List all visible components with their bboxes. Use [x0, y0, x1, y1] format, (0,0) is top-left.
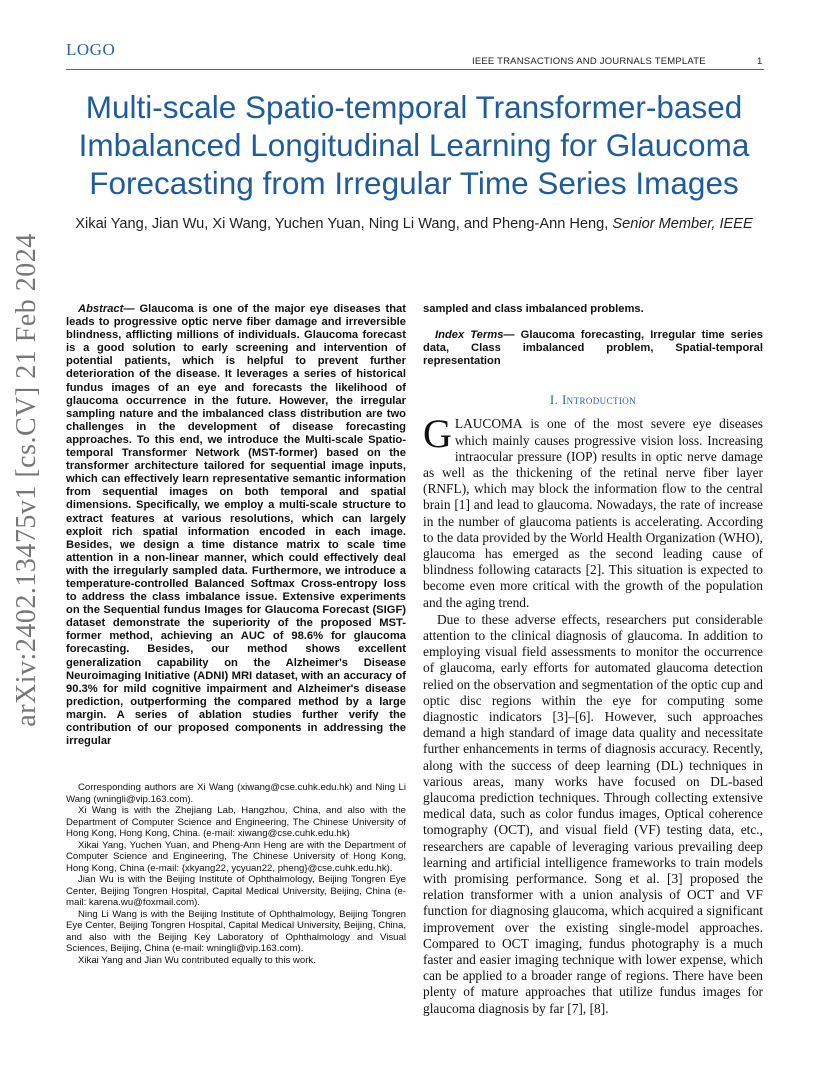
- abstract-continued: sampled and class imbalanced problems.: [423, 303, 644, 315]
- first-word: LAUCOMA: [454, 416, 523, 432]
- footnote: Jian Wu is with the Beijing Institute of Ophthalmology, Beijing Tongren Eye Center, Beijing Tongren Hospital, Capital Medical University, Beijing, China (e-mail: karena.wu@foxmail.com).: [66, 874, 406, 908]
- abstract: [66, 303, 406, 748]
- paragraph-text: is one of the most severe eye diseases which mainly causes progressive vision loss. Increasing intraocular pressure (IOP) results in optic nerve damage as well as the thickening of the retinal nerve fiber layer (RNFL), which may block the information flow to the central brain [1] and lead to glaucoma. Nowadays, the rate of increase in the number of glaucoma patients is accelerating. According to the data provided by the World Health Organization (WHO), glaucoma has emerged as the second leading cause of blindness following cataracts [2]. This situation is expected to become even more critical with the growth of the population and the aging trend.: [423, 416, 763, 610]
- journal-logo: LOGO: [66, 40, 116, 59]
- page-number: 1: [757, 56, 763, 67]
- left-column: [66, 303, 406, 748]
- intro-paragraph-1: [423, 411, 763, 610]
- header-rule: [66, 69, 764, 70]
- abstract-lead: Abstract—: [78, 303, 135, 315]
- intro-paragraph-2: Due to these adverse effects, researchers put considerable attention to the clinical diagnosis of glaucoma. In addition to employing visual field assessments to monitor the occurrence of glaucoma, early efforts for automated glaucoma detection relied on the observation and segmentation of the optic cup and optic disc regions within the eye for computing some diagnostic indicators [3]–[6]. However, such approaches demand a high standard of image data quality and necessitate further enhancements in terms of diagnosis accuracy. Recently, along with the success of deep learning (DL) techniques in various areas, many works have focused on DL-based glaucoma prediction techniques. Through collecting extensive medical data, such as color fundus images, Optical coherence tomography (OCT), and visual field (VF) testing data, etc., researchers are capable of leveraging various prevailing deep learning and artificial intelligence frameworks to train models with promising performance. Song et al. [3] proposed the relation transformer with a union analysis of OCT and VF function for diagnosing glaucoma, which acquired a significant improvement over the existing single-model approaches. Compared to OCT imaging, fundus photography is a much faster and easier imaging technique with lower expense, which can be applied to a broader range of regions. There have been plenty of mature approaches that utilize fundus images for glaucoma diagnosis by far [7], [8].: [423, 611, 763, 1016]
- running-head: IEEE TRANSACTIONS AND JOURNALS TEMPLATE: [472, 56, 706, 67]
- arxiv-stamp: arXiv:2402.13475v1 [cs.CV] 21 Feb 2024: [11, 233, 42, 727]
- index-terms: [423, 329, 763, 368]
- footnote: Ning Li Wang is with the Beijing Institute of Ophthalmology, Beijing Tongren Eye Center, Beijing Tongren Hospital, Capital Medical University, Beijing, China, and also with the Beijing Key Laboratory of Ophthalmology and Visual Sciences, Beijing, China (e-mail: wningli@vip.163.com).: [66, 908, 406, 954]
- author-role: Senior Member, IEEE: [612, 216, 753, 232]
- drop-cap: G: [423, 411, 452, 457]
- author-names: Xikai Yang, Jian Wu, Xi Wang, Yuchen Yuan, Ning Li Wang, and Pheng-Ann Heng,: [75, 216, 613, 232]
- section-heading-introduction: [423, 392, 763, 408]
- author-list: [40, 216, 788, 232]
- right-column: [423, 303, 763, 1017]
- abstract-text: Glaucoma is one of the major eye diseases that leads to progressive optic nerve fiber damage and irreversible blindness, afflicting millions of individuals. Glaucoma forecast is a good solution to early screening and intervention of potential patients, which is helpful to prevent further deterioration of the disease. It leverages a series of historical fundus images of an eye and forecasts the likelihood of glaucoma occurrence in the future. However, the irregular sampling nature and the imbalanced class distribution are two challenges in the development of disease forecasting approaches. To this end, we introduce the Multi-scale Spatio-temporal Transformer Network (MST-former) based on the transformer architecture tailored for sequential image inputs, which can effectively learn representative semantic information from sequential images on both temporal and spatial dimensions. Specifically, we employ a multi-scale structure to extract features at various resolutions, which can largely exploit rich spatial information encoded in each image. Besides, we design a time distance matrix to scale time attention in a non-linear manner, which could effectively deal with the irregularly sampled data. Furthermore, we introduce a temperature-controlled Balanced Softmax Cross-entropy loss to address the class imbalance issue. Extensive experiments on the Sequential fundus Images for Glaucoma Forecast (SIGF) dataset demonstrate the superiority of the proposed MST-former method, achieving an AUC of 98.6% for glaucoma forecasting. Besides, our method shows excellent generalization capability on the Alzheimer's Disease Neuroimaging Initiative (ADNI) MRI dataset, with an accuracy of 90.3% for mild cognitive impairment and Alzheimer's disease prediction, outperforming the compared method by a large margin. A series of ablation studies further verify the contribution of our proposed components in addressing the irregular: [66, 303, 406, 748]
- paper-title: Multi-scale Spatio-temporal Transformer-based Imbalanced Longitudinal Learning for Glaucoma Forecasting from Irregular Time Series Images: [78, 89, 750, 201]
- footnotes: [66, 782, 406, 966]
- footnote: Xikai Yang, Yuchen Yuan, and Pheng-Ann Heng are with the Department of Computer Science and Engineering, The Chinese University of Hong Kong, Hong Kong, China (e-mail: {xkyang22, ycyuan22, pheng}@cse.cuhk.edu.hk).: [66, 839, 406, 874]
- index-terms-text: Glaucoma forecasting, Irregular time series data, Class imbalanced problem, Spatial-temporal representation: [423, 329, 763, 368]
- section-title: Introduction: [561, 392, 637, 408]
- footnote: Xikai Yang and Jian Wu contributed equally to this work.: [78, 954, 316, 966]
- footnote: Corresponding authors are Xi Wang (xiwang@cse.cuhk.edu.hk) and Ning Li Wang (wningli@vip.163.com).: [66, 782, 406, 805]
- section-number: I.: [549, 392, 562, 408]
- index-terms-lead: Index Terms—: [435, 329, 515, 342]
- footnote: Xi Wang is with the Zhejiang Lab, Hangzhou, China, and also with the Department of Computer Science and Engineering, The Chinese University of Hong Kong, Hong Kong, China. (e-mail: xiwang@cse.cuhk.edu.hk): [66, 805, 406, 839]
